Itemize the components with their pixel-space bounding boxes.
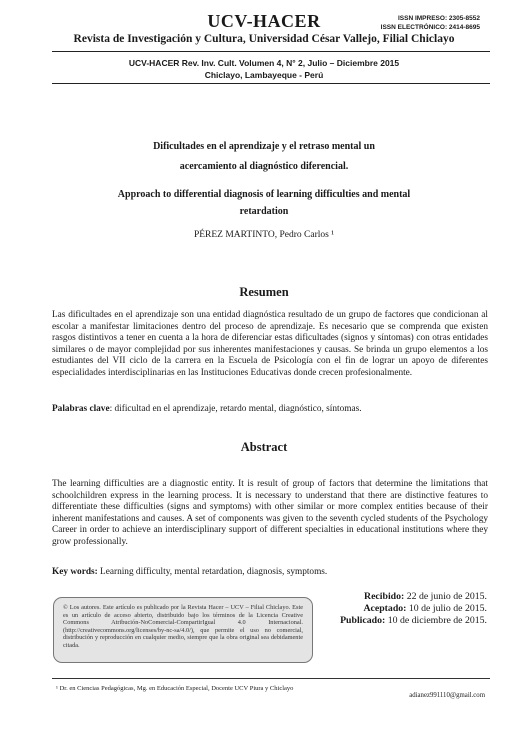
journal-subtitle: Revista de Investigación y Cultura, Universidad César Vallejo, Filial Chiclayo — [73, 33, 455, 45]
abstract-body: The learning difficulties are a diagnostic entity. It is result of group of factors that determine the limitations that schoolchildren express in the learning process. It is necessary to understand that there are distinctive features to differentiate these difficulties (signs and symptoms) with other similar or more complex entities because of their inherent manifestations and causes. A set of components was given to the seventh cycled students of the Psychology Career in order to achieve an interdisciplinary support of different specialties in educational institutions where they grow professionally. — [52, 479, 488, 547]
author-email: adianez991110@gmail.com — [409, 692, 485, 699]
title-es-line-2: acercamiento al diagnóstico diferencial. — [179, 161, 349, 172]
header-divider-bottom — [52, 83, 490, 84]
resumen-body: Las dificultades en el aprendizaje son una entidad diagnóstica resultado de un grupo de factores que condicionan al escolar a manifestar limitaciones dentro del proceso de aprendizaje. Es necesario que se comprenda que existen rasgos distintivos a tener en cuenta a la hora de diferenciar estas dificultades (signos y síntomas) con otras entidades similares o de mayor complejidad por sus inherentes manifestaciones y causas. Se brinda un grupo elementos a los estudiantes del VII ciclo de la carrera en la Escuela de Psicología con el fin de lograr un apoyo de diferentes especialidades interdisciplinarias en las Instituciones Educativas donde crecen profesionalmente. — [52, 310, 488, 378]
key-words — [52, 567, 488, 579]
license-notice — [53, 597, 313, 663]
license-text: © Los autores. Este artículo es publicado por la Revista Hacer – UCV – Filial Chiclayo. Este es un artículo de acceso abierto, distribuido bajo los términos de la Licencia Creative Commons Atribución-NoComercial-CompartirIgual 4.0 Internacional. (http://creativecommons.org/licenses/by-nc-sa/4.0/), que permite el uso no comercial, distribución y reproducción en cualquier medio, siempre que la obra original sea debidamente citada. — [63, 604, 303, 649]
article-title-spanish — [60, 137, 468, 177]
article-title-english — [60, 186, 468, 220]
key-words-label: Key words: — [52, 567, 98, 577]
volume-info: UCV-HACER Rev. Inv. Cult. Volumen 4, N° 2, Julio – Diciembre 2015 — [128, 58, 400, 68]
issn-electronic: ISSN ELECTRÓNICO: 2414-8695 — [380, 24, 480, 31]
journal-title: UCV-HACER — [207, 11, 321, 31]
key-words-list: Learning difficulty, mental retardation, diagnosis, symptoms. — [97, 567, 328, 577]
published-date: Publicado: 10 de diciembre de 2015. — [340, 615, 487, 626]
received-date: Recibido: 22 de junio de 2015. — [364, 591, 487, 602]
title-en-line-1: Approach to differential diagnosis of learning difficulties and mental — [117, 189, 411, 200]
accepted-date: Aceptado: 10 de julio de 2015. — [363, 603, 487, 614]
location-info: Chiclayo, Lambayeque - Perú — [204, 70, 324, 80]
palabras-clave-label: Palabras clave — [52, 404, 110, 414]
author-name: PÉREZ MARTINTO, Pedro Carlos ¹ — [193, 230, 335, 240]
resumen-heading: Resumen — [239, 285, 289, 299]
abstract-heading: Abstract — [240, 440, 288, 454]
palabras-clave — [52, 404, 488, 416]
title-es-line-1: Dificultades en el aprendizaje y el retraso mental un — [153, 141, 375, 152]
issn-print: ISSN IMPRESO: 2305-8552 — [397, 15, 480, 22]
footnote-divider — [52, 678, 490, 679]
title-en-line-2: retardation — [239, 206, 289, 217]
publication-dates — [340, 591, 487, 627]
header-divider — [52, 51, 490, 52]
author-footnote: ¹ Dr. en Ciencias Pedagógicas, Mg. en Educación Especial, Docente UCV Piura y Chiclayo — [56, 685, 294, 692]
palabras-clave-list: : dificultad en el aprendizaje, retardo mental, diagnóstico, síntomas. — [109, 404, 362, 414]
